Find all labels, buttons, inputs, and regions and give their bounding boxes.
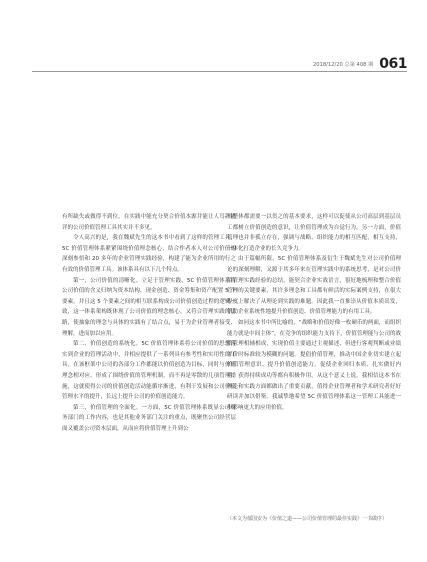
paragraph: 由于篇幅所限，5C 价值管理体系及衍生于魏斌先生对公司价值理论的深刻理解，又源于其多年来在管理实践中的系统思考，是对公司价值管理实践经验的总结，能契合企业实战语言，很好地梳理和整合价值管理的关键要素，其许多理念和工具都有鲜活的实际案例支持，在很大程度上解决了从理论到实践的难题。因此我一直推崇从价值本质出发，帮助企业系统性地提升价值创造、价值管理能力的有用工具。 bbox=[227, 256, 401, 316]
paragraph: 第三，价值管理的全面化。一方面，5C 价值管理体系既显公司财务部门的工作内容，也是其他业务部门关注的重点，既聚焦公司经营层面又覆盖公司资本层面，从而应将价值管理上升到公 bbox=[62, 404, 236, 432]
paragraph: 有所缺失或做得不到位，在实践中能充分契合价值本源并能让人耳熟能详的公司价值管理工具其实并不多见。 bbox=[62, 214, 236, 231]
issue-info: 2018/12/20 总第 408 期 bbox=[312, 61, 374, 68]
header-divider bbox=[32, 71, 407, 72]
page-header bbox=[313, 56, 407, 72]
source-note: （本文为郁国安为《价值之道——公司价值管理的最佳实践》一书做序） bbox=[227, 516, 388, 522]
paragraph: 如同这本书中所比喻的，“战略和价值好像一枚硬币的两面，而组织能力就是中间主体”，在竞争的组织能力支持下，价值管理能与公司的战略管理相辅相成，实现价值主要通过主观描述、但进行客观判断或业绩评价时标准较为模糊的问题。提倡价值管理，推动中国企业切实建立起价值管理意识、提升价值创造能力，促使企业回归本质、扎实做好内功、获得持续成功等都有积极作用。从这个意义上说，我相信这本书在理论和实践方面都做出了重要贡献，值得企业管理者和学术研究者好好研读并加以借鉴。我诚挚地希望 5C 价值管理体系这一管理工具能进一步影响更大的应用价值。 bbox=[227, 319, 401, 411]
left-column bbox=[62, 212, 236, 434]
paragraph: 第二，价值创造的系统化。5C 价值管理体系将公司价值的思想落实到企业的管理活动中，并相应提供了一系列具有参考性和实用性的工具，在该框架中公司的各部分工作都能以价值创造为目标，同时与价值理念相对应，形成了围绕价值的管理机制，而不再是零散的几项管理措施，这就使得公司的价值创造活动能循序渐进，有利于发展和公司价值管理水平的提升，长远上提升公司的价值创造能力。 bbox=[62, 341, 236, 401]
right-column bbox=[227, 212, 401, 413]
paragraph: 第一，公司价值的清晰化。立足于管理实践，5C 价值管理体系将公司价值的含义归纳为资本结构、现金创造、资金筹集和资产配置 5 个要素，并且这 5 个要素之间的相互联系构成公司价值创造过程的逻辑一致，这一体系架构既体现了公司价值的理念核心，又符合管理实践的思路，使抽象的理念与具体的实践有了结合点，易于为企业管理者接受、理解，进而加以应用。 bbox=[62, 277, 236, 337]
paragraph: 司整体都需要一以贯之的基本要求，这样可以促使从公司高层到基层员工都树立价值创造的意识，让价值管理成为自觉行为。另一方面，价值管理也并非孤立存在，强调与战略、组织能力的相互匹配，相互支持，一体化打造企业的长久竞争力。 bbox=[227, 214, 401, 252]
paragraph: 令人高兴的是，我在魏斌先生的这本书中看到了这样的管理工具，5C 价值管理体系紧紧围绕价值理念核心，结合作者本人对公司价值的深刻参悟和 20 多年的企业管理实践经验，构建了能为企业所用的行之有效的价值管理工具。该体系具有以下几个特点。 bbox=[62, 235, 236, 273]
page-number: 061 bbox=[379, 56, 407, 72]
